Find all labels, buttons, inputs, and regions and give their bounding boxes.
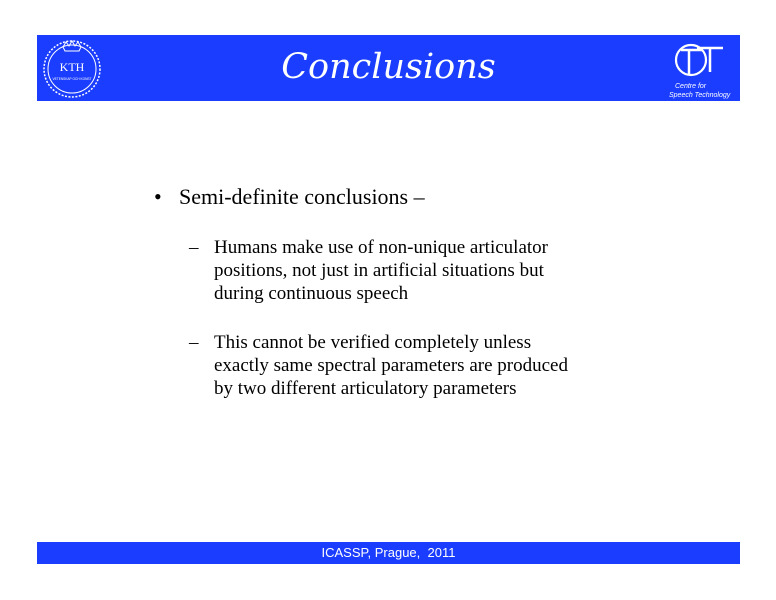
subbullet-line: exactly same spectral parameters are produced <box>214 355 568 376</box>
subbullet-line: by two different articulatory parameters <box>214 378 517 399</box>
bullet-marker: • <box>154 184 162 209</box>
bullet-text: Semi-definite conclusions – <box>179 184 425 209</box>
subbullet-marker: – <box>189 332 199 353</box>
subbullet-text <box>214 331 654 400</box>
ctt-logo-line2: Speech Technology <box>669 92 731 99</box>
subbullet-line: during continuous speech <box>214 283 409 304</box>
slide-footer <box>37 542 740 564</box>
subbullet-line: This cannot be verified completely unless <box>214 332 532 353</box>
slide-title: Conclusions <box>281 47 496 87</box>
kth-logo-motto: VETENSKAP OCH KONST <box>52 77 92 81</box>
ctt-logo-line1: Centre for <box>675 83 707 90</box>
kth-logo-text: KTH <box>59 60 85 74</box>
subbullet-line: positions, not just in artificial situations but <box>214 260 544 281</box>
subbullet-marker: – <box>189 237 199 258</box>
footer-text: ICASSP, Prague, 2011 <box>321 545 456 560</box>
subbullet-text <box>214 236 654 305</box>
subbullet-line: Humans make use of non-unique articulator <box>214 237 548 258</box>
